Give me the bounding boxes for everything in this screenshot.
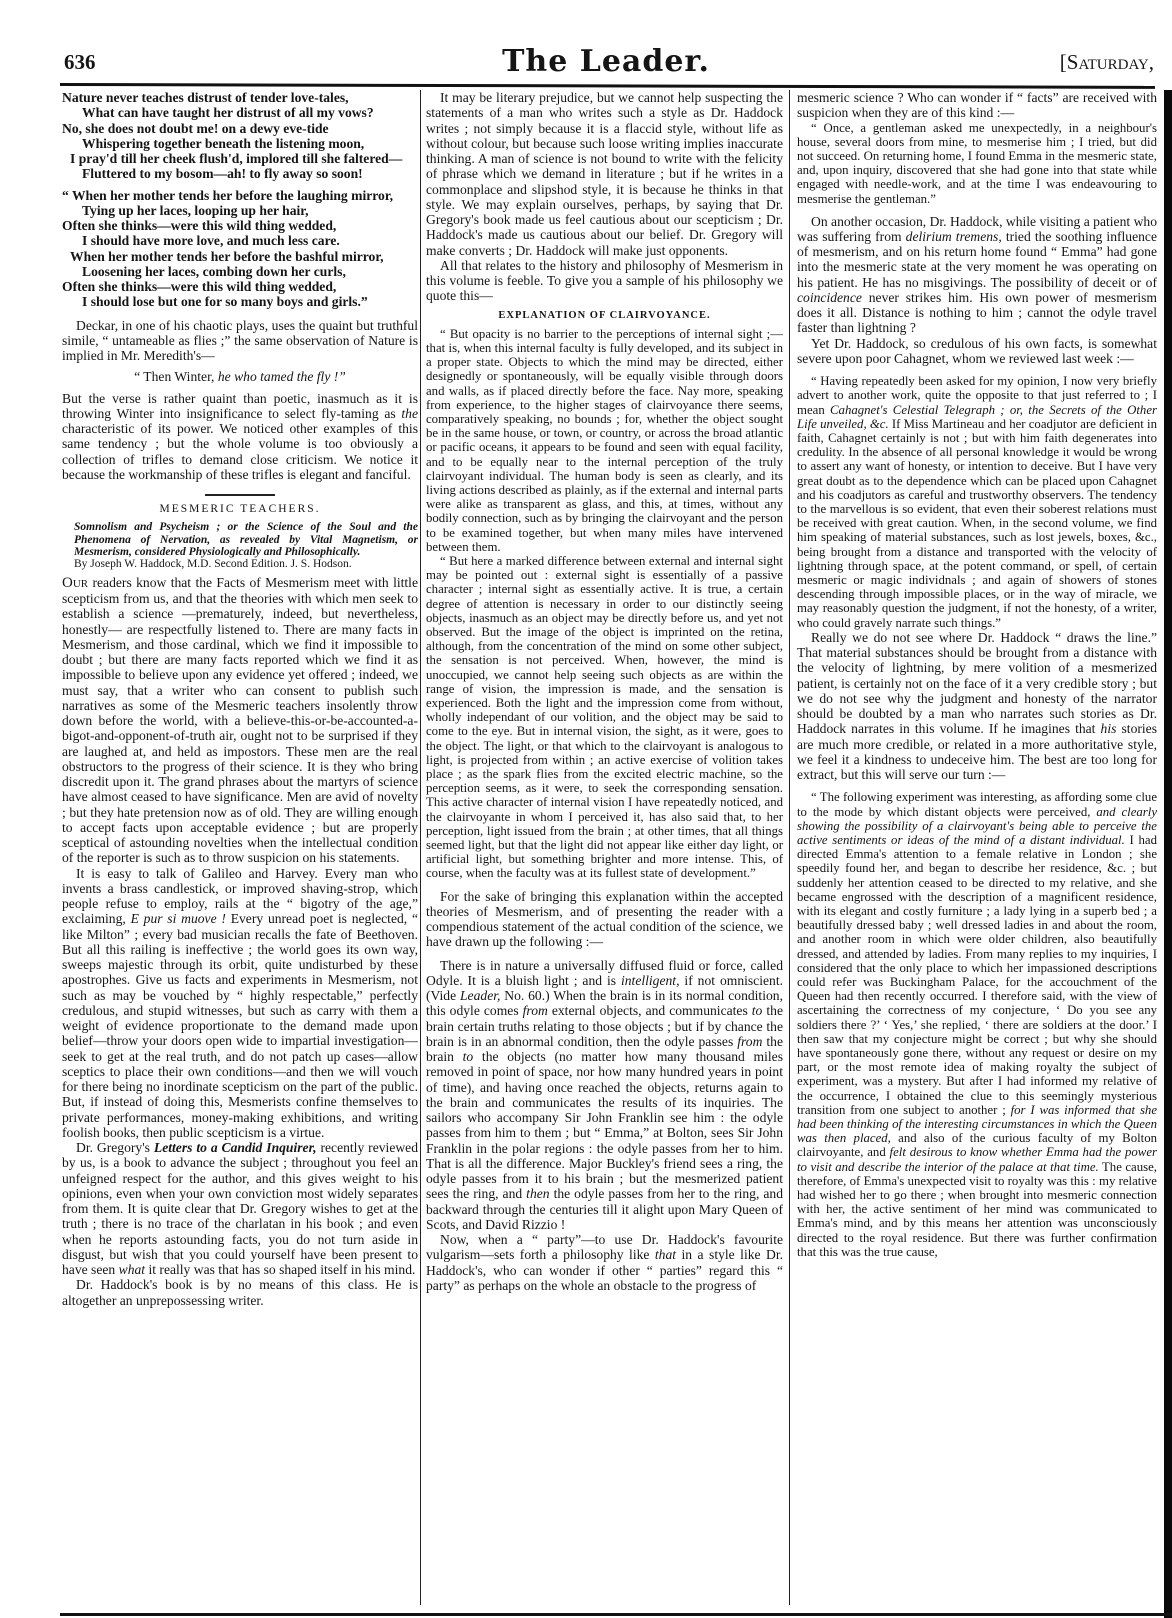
verse-line: Nature never teaches distrust of tender love-tales, xyxy=(62,90,349,105)
verse-line: When her mother tends her before the bashful mirror, xyxy=(70,248,384,264)
paragraph: But the verse is rather quaint than poetic, inasmuch as it is throwing Winter into insignificance to select fly-taming as the characteristic of its power. We noticed other examples of this same tendency ; but the whole volume is too obviously a collection of trifles to demand close criticism. We notice it because the workmanship of these trifles is elegant and fanciful. xyxy=(62,390,418,482)
page-number: 636 xyxy=(64,50,96,74)
column-divider xyxy=(420,90,421,1605)
verse-line: “ When her mother tends her before the laughing mirror, xyxy=(62,187,394,203)
paragraph: All that relates to the history and philosophy of Mesmerism in this volume is feeble. To give you a sample of his philosophy we quote this— xyxy=(426,257,783,304)
verse-line: No, she does not doubt me! on a dewy eve-tide xyxy=(62,120,329,136)
paragraph: For the sake of bringing this explanation within the accepted theories of Mesmerism, and of presenting the reader with a compendious statement of the actual condition of the science, we have drawn up the following :— xyxy=(426,888,783,950)
verse-line: What can have taught her distrust of all my vows? xyxy=(82,105,374,121)
paragraph: On another occasion, Dr. Haddock, while visiting a patient who was suffering from delirium tremens, tried the soothing influence of mesmerism, and on his return home found “ Emma” had gone into the mesmeric state at the very moment he was operating on his patient. He has no misgivings. The possibility of deceit or of coincidence never strikes him. His own power of mesmerism does it all. Distance is nothing to him ; cannot the odyle travel faster than lightning ? xyxy=(797,213,1157,336)
paragraph: Deckar, in one of his chaotic plays, uses the quaint but truthful simile, “ untameable as flies ;” the same observation of Nature is implied in Mr. Meredith's— xyxy=(62,317,418,363)
column-3 xyxy=(797,90,1157,1600)
verse-line: I should have more love, and much less care. xyxy=(82,233,340,249)
verse-line: I should lose but one for so many boys and girls.” xyxy=(82,294,368,310)
quoted-paragraph: “ But opacity is no barrier to the perceptions of internal sight ;—that is, when this internal faculty is fully developed, and its subject in a proper state. Objects to which the mind may be directed, either designedly or spontaneously, will be equally visible through doors and walls, as if placed directly before the face. Nay more, speaking from experience, to the higher stages of clairvoyance there seems, comparatively speaking, no bounds ; for, whether the object sought be in the same house, or town, or country, or across the broad atlantic or pacific oceans, it appears to be found and seen with equal facility, and to be equally near to the internal perception of the truly clairvoyant individual. The human body is seen as clearly, and its living actions described as plainly, as if the external and internal parts were alike as transparent as glass, and this, at times, without any bodily connection, such as by bringing the clairvoyant and the person to be examined together, but when many miles have intervened between them. xyxy=(426,326,783,554)
section-divider xyxy=(205,494,275,496)
paragraph: mesmeric science ? Who can wonder if “ facts” are received with suspicion when they are of this kind :— xyxy=(797,90,1157,121)
poem-stanza-2 xyxy=(62,188,418,310)
paragraph: Our readers know that the Facts of Mesmerism meet with little scepticism from us, and that the theories with which men seek to establish a science —prematurely, indeed, but nevertheless, honestly— are respectfully listened to. There are many facts in Mesmerism, and those cardinal, which we find it impossible to doubt ; but there are many facts reported which we find it as impossible to believe upon any evidence yet offered ; indeed, we must say, that a writer who can consent to publish such narratives as some of the Mesmeric teachers insolently throw down before the world, with a believe-this-or-be-accounted-a-bigot-and-opponent-of-truth air, ought not to be surprised if they are laughed at, and held as impostors. These men are the real obstructors to the progress of their science. It is they who bring discredit upon it. The grand phrases about the martyrs of science have almost ceased to have significance. Men are avid of novelty ; but they hate pretension now as of old. They are willing enough to accept facts upon acceptable evidence ; but are properly sceptical of astounding novelties when the intellectual condition of the reporter is such as to throw suspicion on his statements. xyxy=(62,574,418,866)
verse-line: Often she thinks—were this wild thing wedded, xyxy=(62,279,337,294)
bottom-rule xyxy=(60,1613,1172,1616)
verse-line: Fluttered to my bosom—ah! to fly away so soon! xyxy=(82,166,363,182)
newspaper-title: The Leader. xyxy=(502,44,710,79)
extract-heading: EXPLANATION OF CLAIRVOYANCE. xyxy=(498,309,711,321)
verse-line: Often she thinks—were this wild thing wedded, xyxy=(62,218,337,233)
paragraph: Really we do not see where Dr. Haddock “ draws the line.” That material substances should be brought from a distance with the velocity of lightning, by mere volition of a mesmerized patient, is certainly not on the face of it a very credible story ; but we do not see why the judgment and honesty of the narrator should be doubted by a man who narrates such stories as Dr. Haddock narrates in this volume. If he imagines that his stories are much more credible, or related in a more authoritative style, we feel it a kindness to undeceive him. The best are too long for extract, but this will serve our turn :— xyxy=(797,629,1157,783)
page-edge-shadow xyxy=(1164,90,1172,1618)
verse-line: Whispering together beneath the listening moon, xyxy=(82,135,365,151)
masthead xyxy=(56,38,1166,82)
paragraph: Yet Dr. Haddock, so credulous of his own facts, is somewhat severe upon poor Cahagnet, whom we reviewed last week :— xyxy=(797,335,1157,366)
verse-line: I pray'd till her cheek flush'd, implored till she faltered— xyxy=(70,151,403,166)
quoted-paragraph: “ Once, a gentleman asked me unexpectedly, in a neighbour's house, several doors from mine, to mesmerise him ; I tried, but did not succeed. On returning home, I found Emma in the mesmeric state, and, upon inquiry, discovered that she had gone into that state while engaged with needle-work, and at the time I was endeavouring to mesmerise the gentleman.” xyxy=(797,120,1157,206)
masthead-rule xyxy=(60,83,1155,89)
article-heading: MESMERIC TEACHERS. xyxy=(159,503,321,515)
column-1 xyxy=(62,90,418,1600)
verse-line: Loosening her laces, combing down her curls, xyxy=(82,263,346,279)
column-2 xyxy=(426,90,783,1600)
paragraph: Now, when a “ party”—to use Dr. Haddock's favourite vulgarism—sets forth a philosophy like that in a style like Dr. Haddock's, who can wonder if other “ parties” regard this “ party” as perhaps on the whole an obstacle to the progress of xyxy=(426,1232,783,1293)
verse-line: Tying up her laces, looping up her hair, xyxy=(82,202,309,218)
issue-day: [Saturday, xyxy=(1059,50,1154,74)
quotation: “ Then Winter, he who tamed the fly !” xyxy=(134,369,346,385)
quoted-paragraph: “ The following experiment was interesting, as affording some clue to the mode by which distant objects were perceived, and clearly showing the possibility of a clairvoyant's being able to perceive the active sentiments or ideas of the mind of a distant individual. I had directed Emma's attention to a female relative in London ; she speedily found her, and began to describe her residence, &c. ; but suddenly her attention ceased to be directed to my relative, and she became engrossed with the description of a magnificent residence, with its elegant and costly furniture ; a lady lying in a superb bed ; a beautifully dressed baby ; well dressed ladies in and about the room, and another room in which were older children, also beautifully dressed, and attended by ladies. From many replies to my inquiries, I considered that the only place to which her impassioned descriptions could refer was Buckingham Palace, for the accouchment of the Queen had then recently occurred. I therefore said, with the view of ascertaining the correctness of my conjecture, ‘ Do you see any soldiers there ?’ ‘ Yes,’ she replied, ‘ there are soldiers at the door.’ I then saw that my conjecture might be correct ; but why she should have spontaneously gone there, without any request or desire on my part, or the most remote idea of making royalty the subject of experiment, was a mystery. But after I had informed my relative of the occurrence, I obtained the clue to this seemingly mysterious transition from one subject to another ; for I was informed that she had been thinking of the interesting circumstances in which the Queen was then placed, and also of the curious faculty of my Bolton clairvoyante, and felt desirous to know whether Emma had the power to visit and describe the interior of the palace at that time. The cause, therefore, of Emma's unexpected visit to royalty was this : my relative had wished her to go there ; when brought into mesmeric connection with her, the active sentiment of her mind was communicated to Emma's mind, and by this means her attention was unconsciously directed to the royal residence. But there was further confirmation that this was the true cause, xyxy=(797,790,1157,1259)
poem-stanza-1 xyxy=(62,90,418,182)
paragraph: It is easy to talk of Galileo and Harvey. Every man who invents a brass candlestick, or improved shaving-strop, which people refuse to employ, rails at the “ bigotry of the age,” exclaiming, E pur si muove ! Every unread poet is neglected, “ like Milton” ; every bad musician recalls the fate of Beethoven. But all this railing is ineffective ; the world goes its own way, sweeps majestic through its orbit, quite undisturbed by these apostrophes. Give us facts and experiments in Mesmerism, not such as may be vouched by “ highly respectable,” perfectly credulous, and stupid witnesses, but such as carry with them a weight of evidence proportionate to the demand made upon belief—throw your doors open wide to impartial investigation— seek to get at the real truth, and do not patch up cases—allow sceptics to place their own conditions—and then we will vouch for there being no inordinate scepticism on the part of the public. But, if instead of doing this, Mesmerists confine themselves to private performances, money-making exhibitions, and writing foolish books, then public scepticism is a virtue. xyxy=(62,865,418,1140)
paragraph: Dr. Gregory's Letters to a Candid Inquirer, recently reviewed by us, is a book to advance the subject ; throughout you feel an unfeigned respect for the author, and this gives weight to his opinions, even when your own conviction most widely separates from them. It is quite clear that Dr. Gregory wishes to get at the truth ; there is no trace of the charlatan in his book ; and even when he reports astounding facts, you do not turn aside in disgust, but wish that you could yourself have been present to have seen what it really was that has so shaped itself in his mind. xyxy=(62,1140,418,1278)
quoted-paragraph: “ But here a marked difference between external and internal sight may be pointed out : external sight is essentially of a passive character ; internal sight as essentially active. It is true, a certain degree of attention is necessary in order to our distinctly seeing objects, inasmuch as an object may be directly before us, and yet not observed. But the image of the object is imprinted on the retina, although, from the concentration of the mind on some other subject, the sensation is not perceived. When, however, the mind is unoccupied, we cannot help seeing such objects as are within the range of vision, the impression is made, and the sensation is experienced. Both the light and the impression come from without, wholly independant of our volition, and the object may be said to come to the eye. But in internal vision, the sight, as it were, goes to the object. The light, or that which to the clairvoyant is analogous to light, is projected from within ; an active exercise of volition takes place ; as the spark flies from the excited electric machine, so the perception seems, as it were, to seek the corresponding sensation. This active character of internal vision I have repeatedly noticed, and the clairvoyante in whom I perceived it, has also said that, to her perception, light issued from the brain ; at other times, that all things seemed light, but that the light did not appear like either day light, or artificial light, but something brighter and more intense. This, of course, when the faculty was at its fullest state of development.” xyxy=(426,554,783,881)
column-divider xyxy=(789,90,790,1605)
book-byline: By Joseph W. Haddock, M.D. Second Edition. J. S. Hodson. xyxy=(74,558,352,571)
paragraph: It may be literary prejudice, but we cannot help suspecting the statements of a man who writes such a style as Dr. Haddock writes ; not simply because it is a flaccid style, without life as without colour, but because such loose writing implies inaccurate thinking. A man of science is not bound to write with the felicity of phrase which we demand in literature ; but if he writes in a commonplace and slipshod style, it is because he thinks in that style. We may explain ourselves, perhaps, by saying that Dr. Gregory's book made us feel cautious about our scepticism ; Dr. Haddock's made us cautious about our belief. Dr. Gregory will make converts ; Dr. Haddock will make just opponents. xyxy=(426,90,783,258)
quoted-paragraph: “ Having repeatedly been asked for my opinion, I now very briefly advert to another work, quite the opposite to that just referred to ; I mean Cahagnet's Celestial Telegraph ; or, the Secrets of the Other Life unveiled, &c. If Miss Martineau and her coadjutor are deficient in faith, Cahagnet certainly is not ; but with him faith degenerates into credulity. In the absence of all personal knowledge it would be wrong to assert any want of honesty, or intention to deceive. But I have very great doubt as to the dependence which can be placed upon Cahagnet and his coadjutors as careful and trustworthy observers. The tendency to the marvellous is so evident, that even their soberest relations must be received with great caution. When, in the second volume, we find him speaking of material substances, such as lost jewels, boxes, &c., being brought from a distance and transported with the velocity of lightning through space, at the potent command, or spell, of certain mesmeric or magic individnals ; and again of showers of stones descending through impossible places, or in the way of miracle, we may reasonably question the judgment, if not the honesty, of a writer, who could gravely narrate such things.” xyxy=(797,374,1157,630)
paragraph: Dr. Haddock's book is by no means of this class. He is altogether an unprepossessing writer. xyxy=(62,1277,418,1308)
paragraph: There is in nature a universally diffused fluid or force, called Odyle. It is a bluish light ; and is intelligent, if not omniscient. (Vide Leader, No. 60.) When the brain is in its normal condition, this odyle comes from external objects, and communicates to the brain certain truths relating to those objects ; but if by chance the brain is in an abnormal condition, then the odyle passes from the brain to the objects (no matter how many thousand miles removed in point of space, nor how many hundred years in point of time), and having once reached the objects, returns again to the brain and communicates the results of its inquiries. The sailors who accompany Sir John Franklin see him : the odyle passes from him to them ; but “ Emma,” at Bolton, sees Sir John Franklin in the polar regions : the odyle passes from her to him. That is all the difference. Major Buckley's friend sees a ring, the odyle passes from it to his brain ; but the mesmerized patient sees the ring, and then the odyle passes from her to the ring, and backward through the centuries till it alight upon Mary Queen of Scots, and David Rizzio ! xyxy=(426,957,783,1232)
book-citation: Somnolism and Psycheism ; or the Science of the Soul and the Phenomena of Nervation, as revealed by Vital Magnetism, or Mesmerism, considered Physiologically and Philosophically. By Joseph W. Haddock, M.D. Second Edition. J. S. Hodson. xyxy=(74,521,418,571)
